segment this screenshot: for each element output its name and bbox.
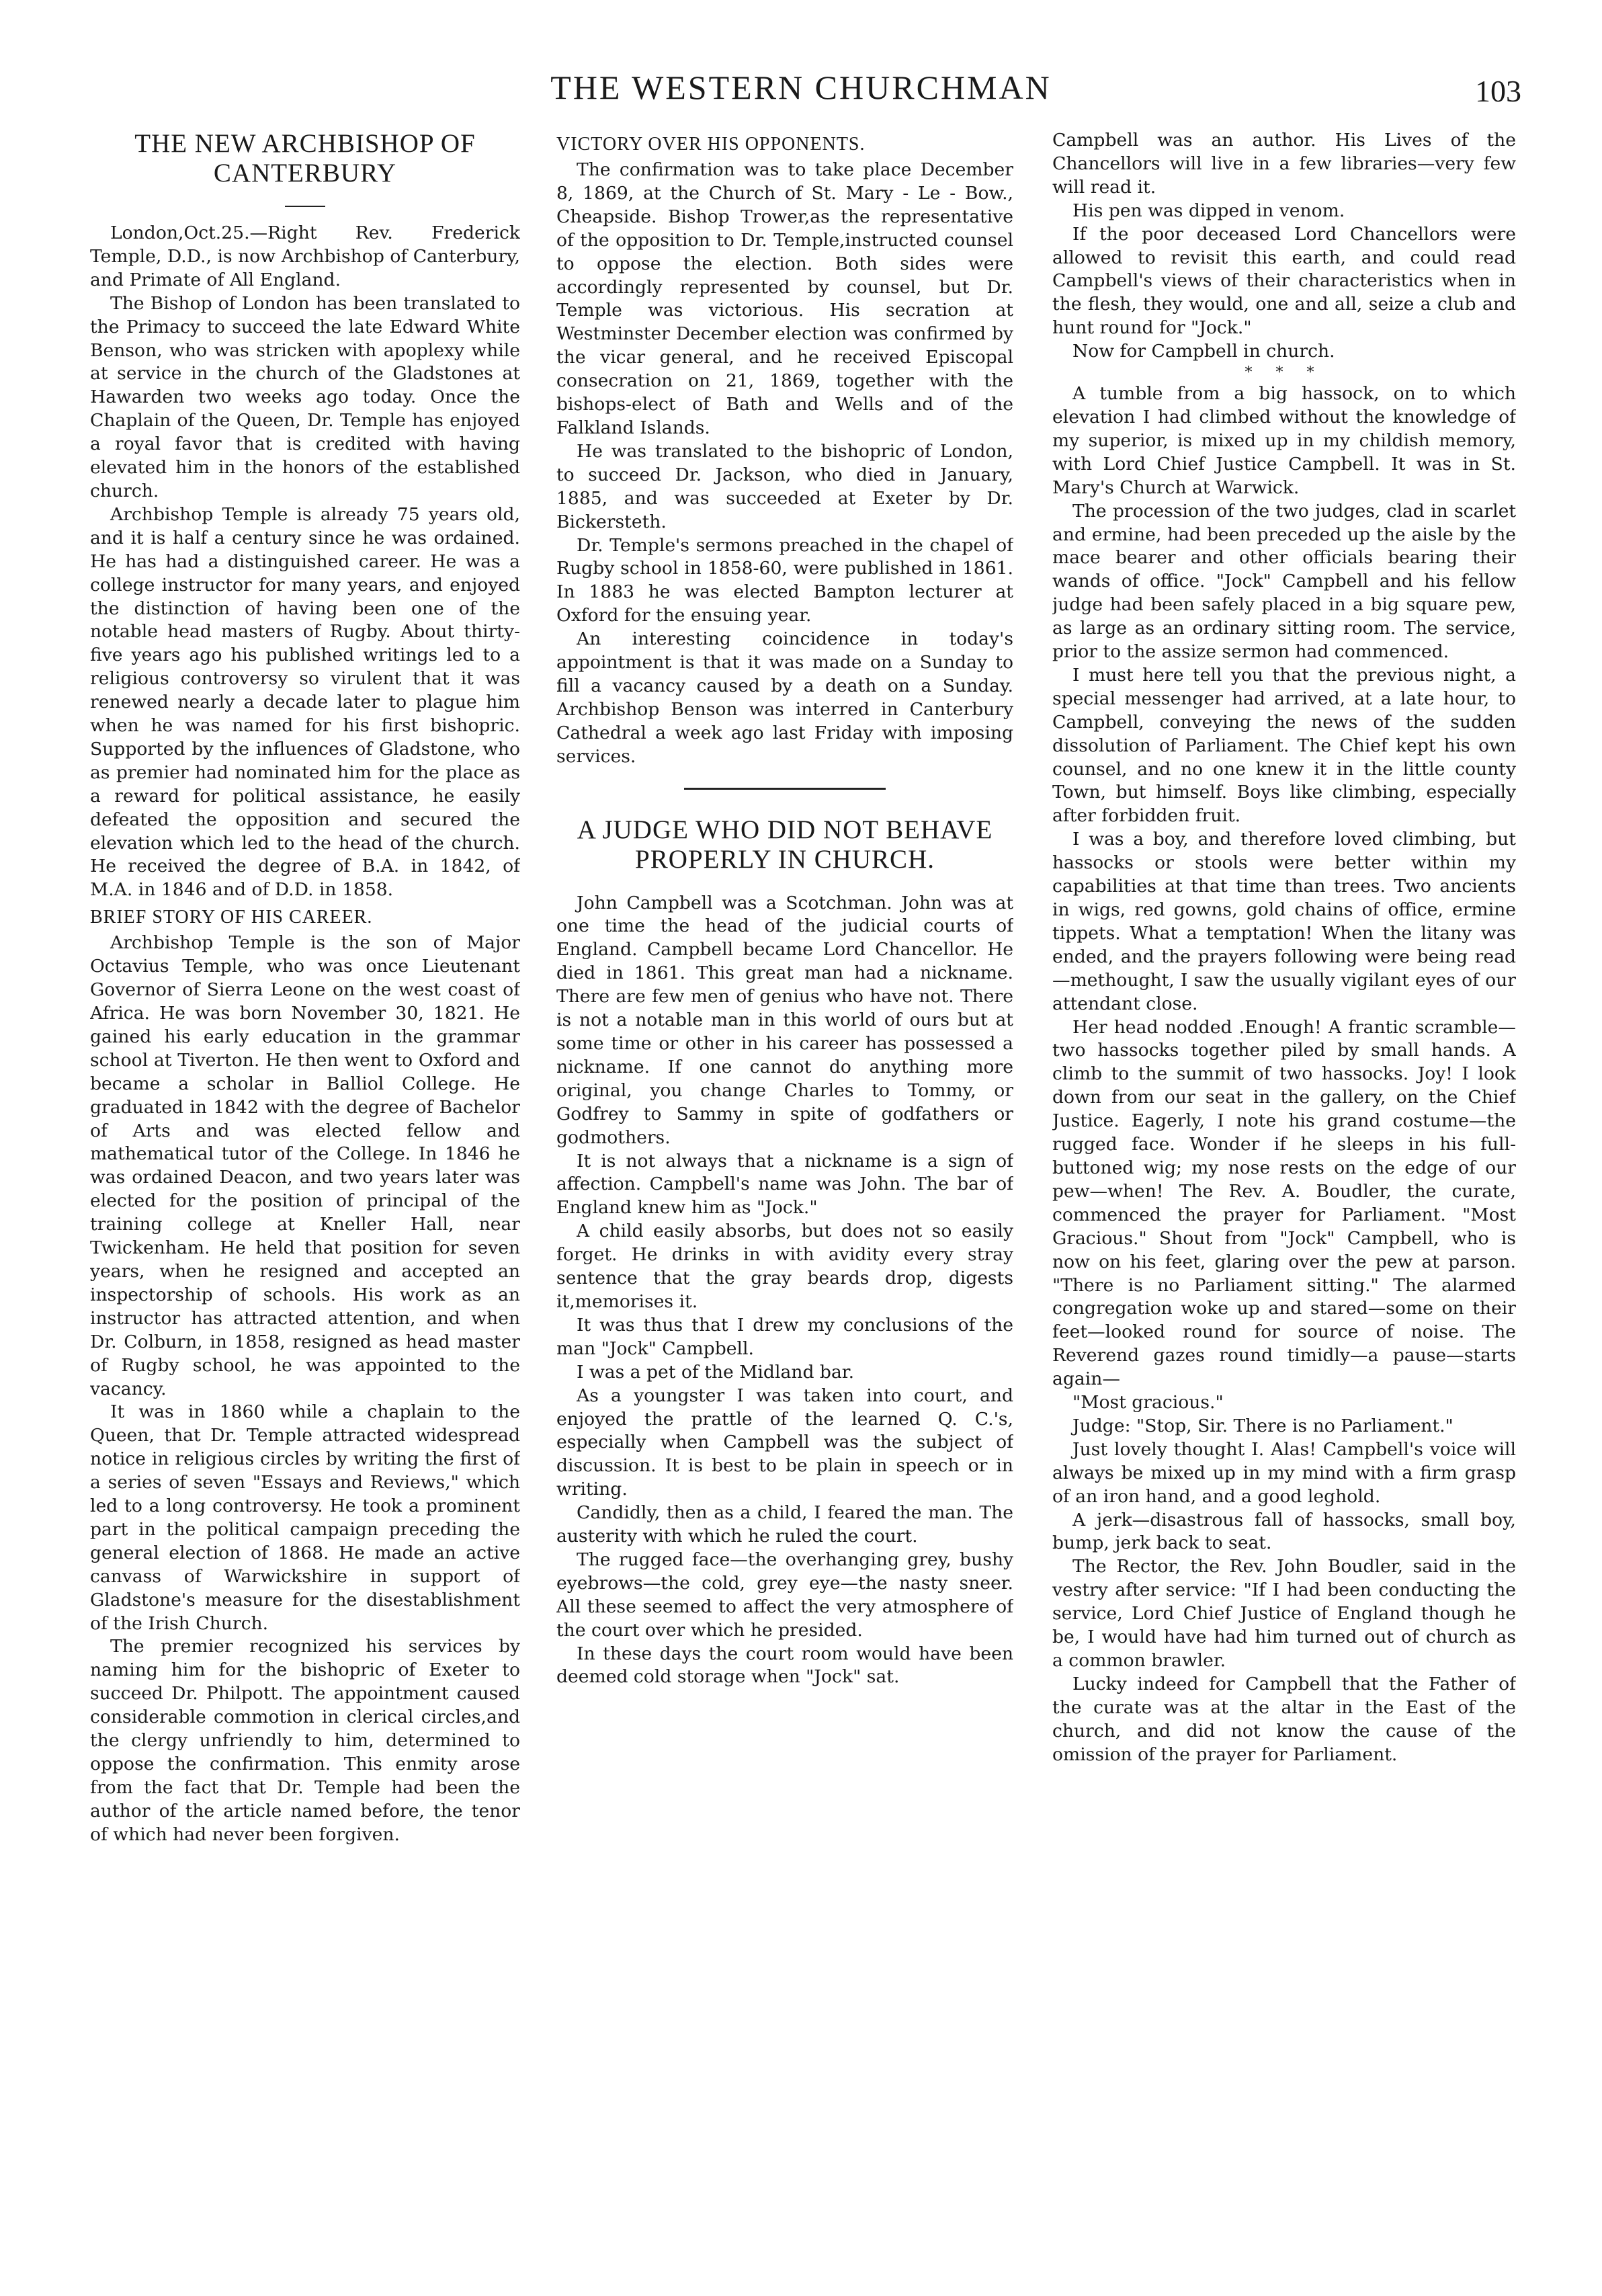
paragraph: I must here tell you that the previous night, a special messenger had arrived, at a late hour, to Campbell, conveying the news of the sudden dissolution of Parliament. The Chief kept his own counsel, and no one knew it in the little county Town, but himself. Boys like climbing, especially after forbidden fruit. bbox=[1052, 664, 1516, 827]
paragraph: It was in 1860 while a chaplain to the Queen, that Dr. Temple attracted widespread notice in religious circles by writing the first of a series of seven "Essays and Reviews," which led to a long controversy. He took a prominent part in the political campaign preceding the general election of 1868. He made an active canvass of Warwickshire in support of Gladstone's measure for the disestablishment of the Irish Church. bbox=[90, 1401, 520, 1634]
article-headline: THE NEW ARCHBISHOP OF CANTERBURY bbox=[134, 129, 476, 188]
paragraph: The procession of the two judges, clad in scarlet and ermine, had been preceded up the aisle by the mace bearer and other officials bearing their wands of office. "Jock" Campbell and his fellow judge had been safely placed in a big square pew, as large as an ordinary sitting room. The service, prior to the assize sermon had commenced. bbox=[1052, 500, 1516, 663]
paragraph: The rugged face—the overhanging grey, bushy eyebrows—the cold, grey eye—the nasty sneer. All these seemed to affect the very atmosphere of the court over which he presided. bbox=[556, 1549, 1013, 1641]
paragraph: Just lovely thought I. Alas! Campbell's voice will always be mixed up in my mind with a firm grasp of an iron hand, and a good leghold. bbox=[1052, 1438, 1516, 1507]
paragraph: Archbishop Temple is the son of Major Octavius Temple, who was once Lieutenant Governor of Sierra Leone on the west coast of Africa. He was born November 30, 1821. He gained his early education in the grammar school at Tiverton. He then went to Oxford and became a scholar in Balliol College. He graduated in 1842 with the degree of Bachelor of Arts and was elected fellow and mathematical tutor of the College. In 1846 he was ordained Deacon, and two years later was elected for the position of principal of the training college at Kneller Hall, near Twickenham. He held that position for seven years, when he resigned and accepted an inspectorship of schools. His work as an instructor has attracted attention, and when Dr. Colburn, in 1858, resigned as head master of Rugby school, he was appointed to the vacancy. bbox=[90, 932, 520, 1399]
paragraph: He was translated to the bishopric of London, to succeed Dr. Jackson, who died in January, 1885, and was succeeded at Exeter by Dr. Bickersteth. bbox=[556, 440, 1013, 532]
paragraph: Dr. Temple's sermons preached in the chapel of Rugby school in 1858-60, were published in 1861. In 1883 he was elected Bampton lecturer at Oxford for the ensuing year. bbox=[556, 534, 1013, 626]
paragraph: A jerk—disastrous fall of hassocks, small boy, bump, jerk back to seat. bbox=[1052, 1509, 1516, 1554]
headline-rule bbox=[285, 206, 325, 207]
paragraph: As a youngster I was taken into court, and enjoyed the prattle of the learned Q. C.'s, especially when Campbell was the subject of discussion. It is best to be plain in speech or in writing. bbox=[556, 1385, 1013, 1500]
masthead bbox=[0, 64, 1602, 111]
page-number: 103 bbox=[1475, 74, 1521, 108]
paragraph: Judge: "Stop, Sir. There is no Parliament." bbox=[1072, 1415, 1453, 1436]
subheading: BRIEF STORY OF HIS CAREER. bbox=[90, 907, 373, 928]
column-1 bbox=[90, 129, 520, 2280]
paragraph: In these days the court room would have been deemed cold storage when "Jock" sat. bbox=[556, 1643, 1013, 1688]
paragraph: The premier recognized his services by naming him for the bishopric of Exeter to succeed Dr. Philpott. The appointment caused considerable commotion in clerical circles,and the clergy unfriendly to him, determined to oppose the confirmation. This enmity arose from the fact that Dr. Temple had been the author of the article named before, the tenor of which had never been forgiven. bbox=[90, 1636, 520, 1845]
paragraph: London,Oct.25.—Right Rev. Frederick Temple, D.D., is now Archbishop of Canterbury, and Primate of All England. bbox=[90, 222, 520, 290]
paragraph: If the poor deceased Lord Chancellors were allowed to revisit this earth, and could read Campbell's views of their characteristics when in the flesh, they would, one and all, seize a club and hunt round for "Jock." bbox=[1052, 223, 1516, 339]
paragraph: Now for Campbell in church. bbox=[1072, 341, 1335, 362]
paragraph: Candidly, then as a child, I feared the man. The austerity with which he ruled the court. bbox=[556, 1502, 1013, 1547]
paragraph: The Bishop of London has been translated to the Primacy to succeed the late Edward White Benson, who was stricken with apoplexy while at service in the church of the Gladstones at Hawarden two weeks ago today. Once the Chaplain of the Queen, Dr. Temple has enjoyed a royal favor that is credited with having elevated him in the honors of the established church. bbox=[90, 292, 520, 501]
paragraph: It is not always that a nickname is a sign of affection. Campbell's name was John. The bar of England knew him as "Jock." bbox=[556, 1150, 1013, 1219]
paragraph: "Most gracious." bbox=[1072, 1392, 1224, 1413]
column-2 bbox=[556, 129, 1013, 2280]
publication-title: THE WESTERN CHURCHMAN bbox=[550, 69, 1052, 106]
paragraph: A child easily absorbs, but does not so easily forget. He drinks in with avidity every stray sentence that the gray beards drop, digests it,memorises it. bbox=[556, 1221, 1013, 1312]
paragraph: An interesting coincidence in today's appointment is that it was made on a Sunday to fill a vacancy caused by a death on a Sunday. Archbishop Benson was interred in Canterbury Cathedral a week ago last Friday with imposing services. bbox=[556, 628, 1013, 767]
paragraph: The confirmation was to take place December 8, 1869, at the Church of St. Mary - Le - Bow., Cheapside. Bishop Trower,as the representative of the opposition to Dr. Temple,instructed counsel to oppose the election. Both sides were accordingly represented by counsel, but Dr. Temple was victorious. His secration at Westminster December election was confirmed by the vicar general, and he received Episcopal consecration on 21, 1869, together with the bishops-elect of Bath and Wells and of the Falkland Islands. bbox=[556, 159, 1013, 438]
paragraph: Her head nodded .Enough! A frantic scramble—two hassocks together piled by small hands. A climb to the summit of two hassocks. Joy! I look down from our seat in the gallery, on the Chief Justice. Eagerly, I note his grand costume—the rugged face. Wonder if he sleeps in his full-buttoned wig; my nose rests on the edge of our pew—when! The Rev. A. Boudler, the curate, commenced the prayer for Parliament. "Most Gracious." Shout from "Jock" Campbell, who is now on his feet, glaring over the pew at parson. "There is no Parliament sitting." The alarmed congregation woke up and stared—some on their feet—looked round for source of noise. The Reverend gazes round timidly—a pause—starts again— bbox=[1052, 1016, 1516, 1390]
paragraph: It was thus that I drew my conclusions of the man "Jock" Campbell. bbox=[556, 1314, 1013, 1359]
subheading: VICTORY OVER HIS OPPONENTS. bbox=[556, 134, 866, 155]
paragraph: Lucky indeed for Campbell that the Father of the curate was at the altar in the East of the church, and did not know the cause of the omission of the prayer for Parliament. bbox=[1052, 1673, 1516, 1765]
column-3 bbox=[1052, 129, 1516, 2280]
paragraph: I was a boy, and therefore loved climbing, but hassocks or stools were better within my capabilities at that time than trees. Two ancients in wigs, red gowns, gold chains of office, ermine tippets. What a temptation! When the litany was ended, and the prayers following were being read—methought, I saw the usually vigilant eyes of our attendant close. bbox=[1052, 829, 1516, 1014]
paragraph: I was a pet of the Midland bar. bbox=[577, 1361, 855, 1383]
paragraph: Archbishop Temple is already 75 years old, and it is half a century since he was ordained. He has had a distinguished career. He was a college instructor for many years, and enjoyed the distinction of having been one of the notable head masters of Rugby. About thirty-five years ago his published writings led to a religious controversy so virulent that it was renewed nearly a decade later to plague him when he was named for his first bishopric. Supported by the influences of Gladstone, who as premier had nominated him for the place as a reward for political assistance, he easily defeated the opposition and secured the elevation which led to the head of the church. He received the degree of B.A. in 1842, of M.A. in 1846 and of D.D. in 1858. bbox=[90, 503, 520, 901]
paragraph: Campbell was an author. His Lives of the Chancellors will live in a few libraries—very few will read it. bbox=[1052, 130, 1516, 198]
paragraph: John Campbell was a Scotchman. John was at one time the head of the judicial courts of England. Campbell became Lord Chancellor. He died in 1861. This great man had a nickname. There are few men of genius who have not. There is not a notable man in this world of ours but at some time or other in his career has possessed a nickname. If one cannot do anything more original, you change Charles to Tommy, or Godfrey to Sammy in spite of godfathers or godmothers. bbox=[556, 892, 1013, 1148]
paragraph: A tumble from a big hassock, on to which elevation I had climbed without the knowledge of my superior, is mixed up in my childish memory, with Lord Chief Justice Campbell. It was in St. Mary's Church at Warwick. bbox=[1052, 383, 1516, 498]
article-divider-rule bbox=[684, 788, 886, 790]
article-headline: A JUDGE WHO DID NOT BEHAVE PROPERLY IN CHURCH. bbox=[577, 815, 993, 874]
section-separator: * * * bbox=[1245, 364, 1324, 382]
paragraph: His pen was dipped in venom. bbox=[1072, 200, 1345, 221]
paragraph: The Rector, the Rev. John Boudler, said in the vestry after service: "If I had been conducting the service, Lord Chief Justice of England though he be, I would have had him turned out of church as a common brawler. bbox=[1052, 1556, 1516, 1671]
